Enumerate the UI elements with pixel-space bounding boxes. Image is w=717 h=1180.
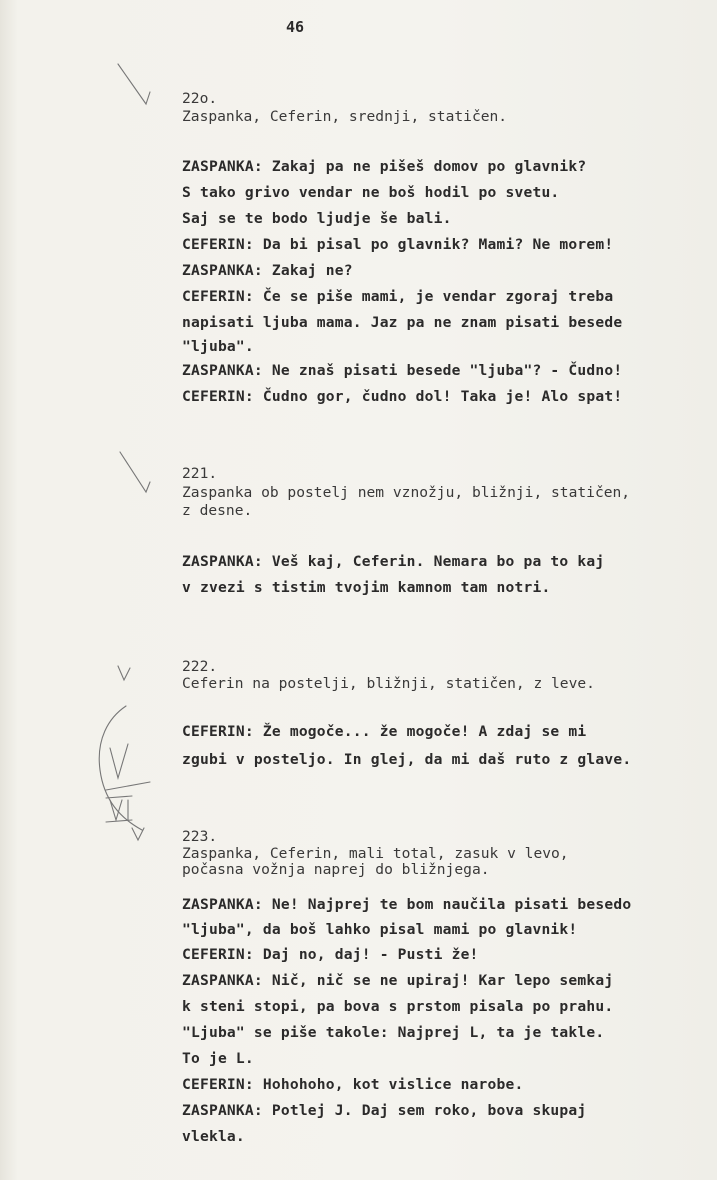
- shot-description: z desne.: [182, 502, 253, 519]
- shot-number: 221.: [182, 465, 218, 482]
- dialogue-line: vlekla.: [182, 1128, 245, 1145]
- dialogue-line: "Ljuba" se piše takole: Najprej L, ta je takle.: [182, 1024, 605, 1041]
- shot-description: Zaspanka ob postelj nem vznožju, bližnji, statičen,: [182, 484, 631, 501]
- dialogue-line: ZASPANKA: Potlej J. Daj sem roko, bova skupaj: [182, 1102, 587, 1119]
- pencil-checkmark: [118, 64, 150, 104]
- dialogue-line: napisati ljuba mama. Jaz pa ne znam pisati besede: [182, 314, 623, 331]
- dialogue-line: CEFERIN: Da bi pisal po glavnik? Mami? Ne morem!: [182, 236, 614, 253]
- dialogue-line: k steni stopi, pa bova s prstom pisala po prahu.: [182, 998, 614, 1015]
- dialogue-line: v zvezi s tistim tvojim kamnom tam notri.: [182, 579, 551, 596]
- pencil-numeral-vi: [106, 796, 132, 822]
- dialogue-line: CEFERIN: Že mogoče... že mogoče! A zdaj se mi: [182, 723, 587, 740]
- shot-description: počasna vožnja naprej do bližnjega.: [182, 861, 490, 878]
- dialogue-line: S tako grivo vendar ne boš hodil po svetu.: [182, 184, 560, 201]
- shot-number: 223.: [182, 828, 218, 845]
- dialogue-line: ZASPANKA: Ne! Najprej te bom naučila pisati besedo: [182, 896, 632, 913]
- dialogue-line: To je L.: [182, 1050, 254, 1067]
- dialogue-line: zgubi v posteljo. In glej, da mi daš ruto z glave.: [182, 751, 632, 768]
- pencil-stroke: [106, 782, 150, 790]
- page-number: 46: [286, 18, 305, 36]
- dialogue-line: ZASPANKA: Zakaj ne?: [182, 262, 353, 279]
- shot-description: Zaspanka, Ceferin, srednji, statičen.: [182, 108, 508, 125]
- dialogue-line: "ljuba", da boš lahko pisal mami po glavnik!: [182, 921, 578, 938]
- dialogue-line: CEFERIN: Čudno gor, čudno dol! Taka je! Alo spat!: [182, 388, 623, 405]
- pencil-numeral-v: [110, 744, 128, 778]
- pencil-checkmark: [120, 452, 150, 492]
- dialogue-line: ZASPANKA: Zakaj pa ne pišeš domov po glavnik?: [182, 158, 587, 175]
- shot-number: 22o.: [182, 90, 218, 107]
- dialogue-line: ZASPANKA: Ne znaš pisati besede "ljuba"? - Čudno!: [182, 362, 623, 379]
- dialogue-line: ZASPANKA: Nič, nič se ne upiraj! Kar lepo semkaj: [182, 972, 614, 989]
- shot-description: Ceferin na postelji, bližnji, statičen, z leve.: [182, 675, 595, 692]
- dialogue-line: CEFERIN: Daj no, daj! - Pusti že!: [182, 946, 479, 963]
- dialogue-line: "ljuba".: [182, 338, 254, 355]
- pencil-bracket: [99, 706, 142, 830]
- pencil-checkmark: [118, 666, 130, 680]
- dialogue-line: Saj se te bodo ljudje še bali.: [182, 210, 452, 227]
- pencil-checkmark: [132, 828, 144, 840]
- shot-number: 222.: [182, 658, 218, 675]
- shot-description: Zaspanka, Ceferin, mali total, zasuk v levo,: [182, 845, 569, 862]
- dialogue-line: ZASPANKA: Veš kaj, Ceferin. Nemara bo pa to kaj: [182, 553, 605, 570]
- dialogue-line: CEFERIN: Hohohoho, kot vislice narobe.: [182, 1076, 524, 1093]
- dialogue-line: CEFERIN: Če se piše mami, je vendar zgoraj treba: [182, 288, 614, 305]
